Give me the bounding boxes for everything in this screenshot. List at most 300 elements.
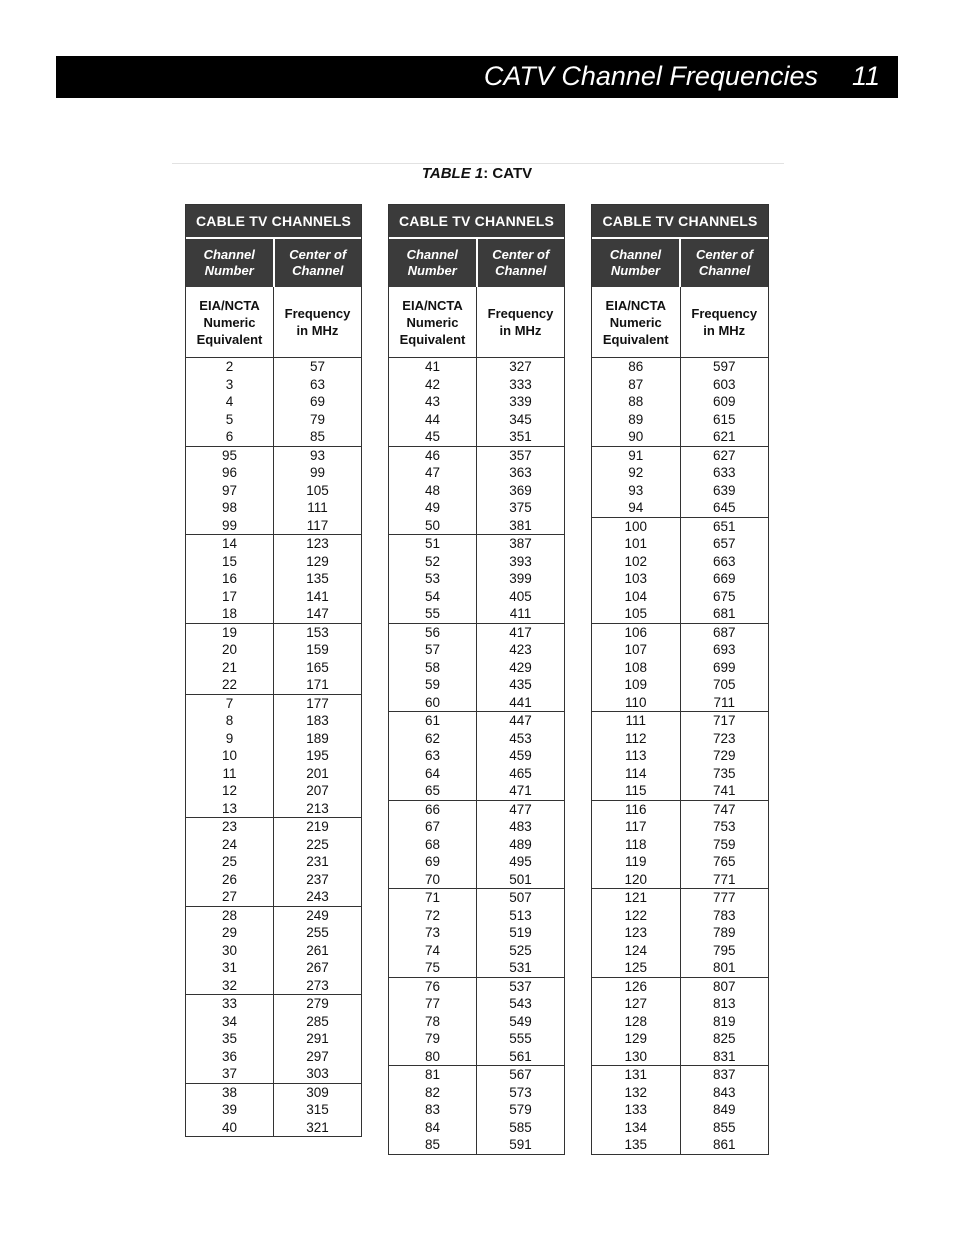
frequency-cell: 459 <box>509 748 532 763</box>
channel-number-column <box>389 535 477 623</box>
frequency-column <box>274 624 361 694</box>
channel-number-cell: 92 <box>628 465 644 480</box>
frequency-cell: 723 <box>712 730 736 746</box>
frequency-cell: 79 <box>309 411 326 427</box>
frequency-cell: 63 <box>309 376 326 392</box>
page-title: CATV Channel Frequencies <box>483 61 818 91</box>
center-of-channel-header: Center of Channel <box>492 247 550 278</box>
channel-number-column <box>186 995 274 1083</box>
channel-number-cell: 110 <box>624 694 647 710</box>
frequency-column <box>477 535 564 623</box>
frequency-cell: 237 <box>306 871 329 887</box>
channel-number-column <box>186 535 274 623</box>
frequency-cell: 453 <box>509 730 532 746</box>
frequency-cell: 669 <box>712 571 736 586</box>
frequency-cell: 861 <box>712 1137 736 1152</box>
channel-number-cell: 24 <box>221 836 238 852</box>
channel-group <box>592 712 768 801</box>
frequency-cell: 675 <box>712 588 736 604</box>
channel-number-cell: 96 <box>221 465 238 480</box>
frequency-cell: 687 <box>712 624 736 640</box>
frequency-cell: 435 <box>509 677 532 692</box>
frequency-cell: 663 <box>712 553 736 569</box>
channel-number-cell: 121 <box>624 890 648 905</box>
frequency-cell: 651 <box>712 518 736 534</box>
channel-number-column <box>592 624 681 712</box>
channel-number-cell: 56 <box>424 624 441 640</box>
channel-group <box>592 624 768 713</box>
frequency-cell: 369 <box>509 482 532 498</box>
channel-number-cell: 78 <box>424 1013 441 1029</box>
channel-number-cell: 94 <box>628 500 644 515</box>
channel-number-cell: 104 <box>624 588 648 604</box>
channel-number-cell: 64 <box>424 765 441 781</box>
frequency-cell: 249 <box>306 907 329 923</box>
frequency-cell: 117 <box>306 517 329 533</box>
channel-number-cell: 3 <box>225 376 234 392</box>
frequency-cell: 321 <box>306 1119 329 1135</box>
column-unit-row <box>389 287 564 358</box>
channel-group <box>389 358 564 447</box>
frequency-cell: 141 <box>306 588 329 604</box>
channel-number-cell: 120 <box>624 871 648 887</box>
channel-number-cell: 45 <box>424 429 441 444</box>
channel-number-column <box>592 1066 681 1154</box>
channel-number-cell: 4 <box>225 394 234 409</box>
channel-number-column <box>592 889 681 977</box>
channel-group <box>592 518 768 624</box>
channel-number-cell: 83 <box>424 1102 441 1117</box>
channel-group <box>389 889 564 978</box>
channel-number-cell: 15 <box>221 553 238 569</box>
channel-number-column <box>389 358 477 446</box>
frequency-cell: 345 <box>509 411 532 427</box>
frequency-cell: 603 <box>712 376 736 392</box>
frequency-cell: 501 <box>509 871 532 887</box>
channel-number-cell: 12 <box>221 783 238 798</box>
channel-number-column <box>592 978 681 1066</box>
frequency-cell: 315 <box>306 1102 329 1117</box>
channel-number-header: Channel Number <box>186 239 275 287</box>
frequency-column <box>274 358 361 446</box>
channel-number-cell: 116 <box>624 801 647 817</box>
frequency-cell: 393 <box>509 553 532 569</box>
frequency-cell: 207 <box>306 783 329 798</box>
frequency-column <box>681 1066 769 1154</box>
channel-number-column <box>389 889 477 977</box>
channel-table-2 <box>388 204 565 1155</box>
frequency-column <box>681 358 769 446</box>
column-unit-row <box>592 287 768 358</box>
channel-number-column <box>186 907 274 995</box>
table-title: CABLE TV CHANNELS <box>186 205 361 237</box>
channel-number-cell: 2 <box>225 359 234 374</box>
channel-number-cell: 118 <box>624 836 647 852</box>
frequency-cell: 309 <box>306 1084 329 1100</box>
frequency-cell: 729 <box>712 748 736 763</box>
frequency-cell: 633 <box>712 465 736 480</box>
channel-number-cell: 99 <box>221 517 238 533</box>
frequency-cell: 813 <box>712 996 736 1011</box>
channel-number-cell: 97 <box>221 482 238 498</box>
frequency-column <box>477 889 564 977</box>
channel-number-cell: 134 <box>624 1119 648 1135</box>
page-header-bar <box>56 56 898 98</box>
frequency-cell: 261 <box>306 942 329 958</box>
channel-group <box>389 447 564 536</box>
channel-number-column <box>592 447 681 517</box>
channel-group <box>186 358 361 447</box>
channel-number-cell: 39 <box>221 1102 238 1117</box>
frequency-column <box>274 447 361 535</box>
frequency-cell: 549 <box>509 1013 532 1029</box>
frequency-cell: 507 <box>509 890 532 905</box>
frequency-cell: 189 <box>306 730 329 746</box>
channel-number-cell: 42 <box>424 376 441 392</box>
frequency-cell: 177 <box>306 695 329 711</box>
channel-group <box>389 1066 564 1154</box>
channel-number-cell: 98 <box>221 500 238 515</box>
channel-number-cell: 105 <box>624 606 648 621</box>
frequency-column <box>681 978 769 1066</box>
channel-number-cell: 73 <box>424 925 441 940</box>
frequency-cell: 591 <box>509 1137 532 1152</box>
channel-number-cell: 25 <box>221 854 238 869</box>
frequency-cell: 741 <box>712 783 736 798</box>
channel-number-cell: 5 <box>225 411 234 427</box>
channel-group <box>186 535 361 624</box>
frequency-column <box>274 1084 361 1137</box>
frequency-cell: 147 <box>306 606 329 621</box>
channel-number-cell: 127 <box>624 996 648 1011</box>
channel-number-column <box>389 1066 477 1154</box>
channel-number-cell: 75 <box>424 960 441 975</box>
channel-group <box>389 624 564 713</box>
channel-number-cell: 19 <box>221 624 238 640</box>
frequency-cell: 855 <box>712 1119 736 1135</box>
channel-number-cell: 23 <box>221 819 238 834</box>
page-number: 11 <box>851 61 880 91</box>
frequency-cell: 513 <box>509 907 532 923</box>
channel-number-cell: 67 <box>424 819 441 834</box>
eia-ncta-unit-label: EIA/NCTA Numeric Equivalent <box>186 287 274 357</box>
channel-number-cell: 38 <box>221 1084 238 1100</box>
channel-number-column <box>592 801 681 889</box>
column-header-row <box>592 237 768 287</box>
channel-number-cell: 21 <box>221 659 238 675</box>
channel-group <box>389 535 564 624</box>
channel-number-cell: 61 <box>424 713 441 728</box>
channel-number-header: Channel Number <box>389 239 478 287</box>
frequency-cell: 705 <box>712 677 736 692</box>
frequency-cell: 201 <box>306 765 329 781</box>
channel-number-cell: 60 <box>424 694 441 710</box>
column-header-row <box>389 237 564 287</box>
channel-number-cell: 119 <box>624 854 647 869</box>
channel-number-cell: 88 <box>628 394 644 409</box>
channel-number-cell: 107 <box>624 642 648 657</box>
channel-number-column <box>389 978 477 1066</box>
column-unit-row <box>186 287 361 358</box>
channel-number-cell: 84 <box>424 1119 441 1135</box>
channel-number-cell: 69 <box>424 854 441 869</box>
frequency-column <box>477 1066 564 1154</box>
frequency-unit-label: Frequency in MHz <box>691 306 758 338</box>
frequency-cell: 783 <box>712 907 736 923</box>
frequency-cell: 627 <box>712 447 736 463</box>
frequency-cell: 105 <box>306 482 329 498</box>
channel-number-column <box>186 447 274 535</box>
channel-number-cell: 63 <box>424 748 441 763</box>
channel-group <box>186 1084 361 1137</box>
channel-number-cell: 112 <box>624 730 647 746</box>
channel-number-cell: 26 <box>221 871 238 887</box>
channel-group <box>592 447 768 518</box>
frequency-cell: 255 <box>306 925 329 940</box>
caption-rule <box>172 163 784 164</box>
channel-table-3 <box>591 204 769 1155</box>
frequency-column <box>274 818 361 906</box>
frequency-cell: 585 <box>509 1119 532 1135</box>
channel-group <box>592 1066 768 1154</box>
frequency-cell: 231 <box>306 854 329 869</box>
channel-number-cell: 79 <box>424 1031 441 1046</box>
channel-number-cell: 36 <box>221 1048 238 1064</box>
channel-number-cell: 14 <box>221 536 238 551</box>
channel-number-column <box>186 818 274 906</box>
channel-number-cell: 57 <box>424 642 441 657</box>
channel-number-cell: 29 <box>221 925 238 940</box>
frequency-cell: 405 <box>509 588 532 604</box>
frequency-cell: 465 <box>509 765 532 781</box>
channel-number-cell: 126 <box>624 978 648 994</box>
frequency-cell: 387 <box>509 536 532 551</box>
channel-number-header: Channel Number <box>592 239 681 287</box>
frequency-cell: 645 <box>712 500 736 515</box>
frequency-cell: 693 <box>712 642 736 657</box>
channel-group <box>592 978 768 1067</box>
channel-number-cell: 117 <box>624 819 647 834</box>
channel-table-1 <box>185 204 362 1137</box>
channel-number-cell: 80 <box>424 1048 441 1064</box>
channel-number-cell: 87 <box>628 376 644 392</box>
channel-number-cell: 101 <box>624 536 648 551</box>
frequency-column <box>274 695 361 818</box>
channel-number-cell: 27 <box>221 889 238 904</box>
channel-number-cell: 50 <box>424 517 441 533</box>
channel-number-cell: 125 <box>624 960 648 975</box>
channel-number-cell: 18 <box>221 606 238 621</box>
frequency-cell: 477 <box>509 801 532 817</box>
channel-number-cell: 71 <box>424 890 441 905</box>
channel-number-cell: 62 <box>424 730 441 746</box>
frequency-cell: 429 <box>509 659 532 675</box>
channel-number-cell: 89 <box>628 411 644 427</box>
channel-number-cell: 68 <box>424 836 441 852</box>
channel-number-column <box>592 518 681 623</box>
frequency-cell: 165 <box>306 659 329 675</box>
channel-number-cell: 49 <box>424 500 441 515</box>
frequency-cell: 327 <box>509 359 532 374</box>
frequency-cell: 765 <box>712 854 736 869</box>
channel-number-cell: 28 <box>221 907 238 923</box>
channel-number-cell: 34 <box>221 1013 238 1029</box>
frequency-cell: 801 <box>712 960 736 975</box>
channel-number-cell: 17 <box>221 588 238 604</box>
channel-number-cell: 70 <box>424 871 441 887</box>
channel-number-cell: 65 <box>424 783 441 798</box>
frequency-unit-label: Frequency in MHz <box>487 306 554 338</box>
frequency-cell: 681 <box>712 606 736 621</box>
frequency-cell: 267 <box>306 960 329 975</box>
channel-number-cell: 132 <box>624 1084 648 1100</box>
frequency-column <box>681 447 769 517</box>
channel-number-cell: 20 <box>221 642 238 657</box>
frequency-cell: 441 <box>509 694 532 710</box>
table-title: CABLE TV CHANNELS <box>592 205 768 237</box>
frequency-cell: 825 <box>712 1031 736 1046</box>
frequency-cell: 279 <box>306 996 329 1011</box>
frequency-cell: 849 <box>712 1102 736 1117</box>
channel-number-cell: 109 <box>624 677 648 692</box>
channel-number-cell: 74 <box>424 942 441 958</box>
frequency-column <box>477 712 564 800</box>
frequency-cell: 333 <box>509 376 532 392</box>
channel-number-cell: 106 <box>624 624 648 640</box>
frequency-cell: 171 <box>306 677 329 692</box>
channel-number-cell: 59 <box>424 677 441 692</box>
channel-number-cell: 124 <box>624 942 648 958</box>
channel-number-cell: 103 <box>624 571 648 586</box>
channel-group <box>186 624 361 695</box>
eia-ncta-unit-label: EIA/NCTA Numeric Equivalent <box>389 287 477 357</box>
channel-number-cell: 47 <box>424 465 441 480</box>
frequency-cell: 843 <box>712 1084 736 1100</box>
frequency-cell: 213 <box>306 800 329 816</box>
channel-number-cell: 90 <box>628 429 644 444</box>
frequency-cell: 69 <box>309 394 326 409</box>
channel-group <box>592 358 768 447</box>
frequency-column <box>681 712 769 800</box>
channel-group <box>186 907 361 996</box>
channel-number-cell: 135 <box>624 1137 648 1152</box>
channel-number-column <box>186 1084 274 1137</box>
frequency-cell: 381 <box>509 517 532 533</box>
frequency-cell: 639 <box>712 482 736 498</box>
frequency-cell: 771 <box>712 871 736 887</box>
channel-number-cell: 35 <box>221 1031 238 1046</box>
frequency-cell: 417 <box>509 624 532 640</box>
frequency-cell: 543 <box>509 996 532 1011</box>
channel-number-cell: 46 <box>424 447 441 463</box>
frequency-cell: 195 <box>306 748 329 763</box>
channel-number-cell: 51 <box>424 536 441 551</box>
channel-number-cell: 115 <box>624 783 647 798</box>
frequency-cell: 759 <box>712 836 736 852</box>
frequency-cell: 303 <box>306 1066 329 1081</box>
frequency-column <box>274 535 361 623</box>
channel-number-column <box>592 358 681 446</box>
frequency-cell: 285 <box>306 1013 329 1029</box>
frequency-cell: 489 <box>509 836 532 852</box>
frequency-cell: 615 <box>712 411 736 427</box>
frequency-cell: 447 <box>509 713 532 728</box>
channel-number-cell: 33 <box>221 996 238 1011</box>
frequency-cell: 735 <box>712 765 736 781</box>
frequency-cell: 483 <box>509 819 532 834</box>
frequency-cell: 753 <box>712 819 736 834</box>
channel-number-cell: 10 <box>221 748 238 763</box>
channel-number-cell: 91 <box>628 447 644 463</box>
frequency-column <box>477 624 564 712</box>
frequency-cell: 57 <box>309 359 326 374</box>
channel-number-cell: 55 <box>424 606 441 621</box>
frequency-cell: 711 <box>713 694 736 710</box>
frequency-cell: 129 <box>306 553 329 569</box>
frequency-cell: 525 <box>509 942 532 958</box>
channel-group <box>389 801 564 890</box>
frequency-cell: 375 <box>509 500 532 515</box>
frequency-column <box>681 889 769 977</box>
frequency-cell: 495 <box>509 854 532 869</box>
eia-ncta-unit-label: EIA/NCTA Numeric Equivalent <box>592 287 681 357</box>
channel-group <box>186 995 361 1084</box>
frequency-cell: 519 <box>509 925 532 940</box>
frequency-cell: 225 <box>306 836 329 852</box>
channel-group <box>389 712 564 801</box>
frequency-column <box>681 518 769 623</box>
channel-number-column <box>186 624 274 694</box>
frequency-column <box>477 801 564 889</box>
channel-number-cell: 37 <box>221 1066 238 1081</box>
frequency-cell: 135 <box>306 571 329 586</box>
frequency-cell: 567 <box>509 1067 532 1082</box>
channel-number-cell: 95 <box>221 447 238 463</box>
table-title: CABLE TV CHANNELS <box>389 205 564 237</box>
channel-number-cell: 82 <box>424 1084 441 1100</box>
frequency-cell: 789 <box>712 925 736 940</box>
frequency-cell: 795 <box>712 942 736 958</box>
channel-number-cell: 66 <box>424 801 441 817</box>
channel-number-cell: 11 <box>222 765 237 781</box>
frequency-cell: 273 <box>306 977 329 993</box>
table-caption-label: TABLE 1 <box>421 165 484 182</box>
frequency-cell: 573 <box>509 1084 532 1100</box>
channel-number-cell: 131 <box>624 1067 648 1082</box>
frequency-cell: 831 <box>712 1048 736 1064</box>
channel-number-cell: 93 <box>628 482 644 498</box>
frequency-unit-label: Frequency in MHz <box>284 306 351 338</box>
channel-number-cell: 54 <box>424 588 441 604</box>
channel-number-cell: 44 <box>424 411 441 427</box>
channel-number-cell: 72 <box>424 907 441 923</box>
channel-group <box>592 801 768 890</box>
table-caption-text: : CATV <box>483 165 533 182</box>
channel-number-cell: 133 <box>624 1102 648 1117</box>
channel-number-cell: 16 <box>221 571 238 586</box>
table-caption <box>0 165 954 182</box>
frequency-cell: 339 <box>509 394 532 409</box>
frequency-cell: 99 <box>309 465 326 480</box>
channel-number-column <box>389 801 477 889</box>
channel-number-cell: 85 <box>424 1137 441 1152</box>
channel-group <box>592 889 768 978</box>
channel-number-cell: 8 <box>225 713 234 728</box>
frequency-cell: 85 <box>309 429 326 444</box>
channel-number-cell: 113 <box>624 748 647 763</box>
frequency-cell: 717 <box>712 713 736 728</box>
channel-number-cell: 30 <box>221 942 238 958</box>
